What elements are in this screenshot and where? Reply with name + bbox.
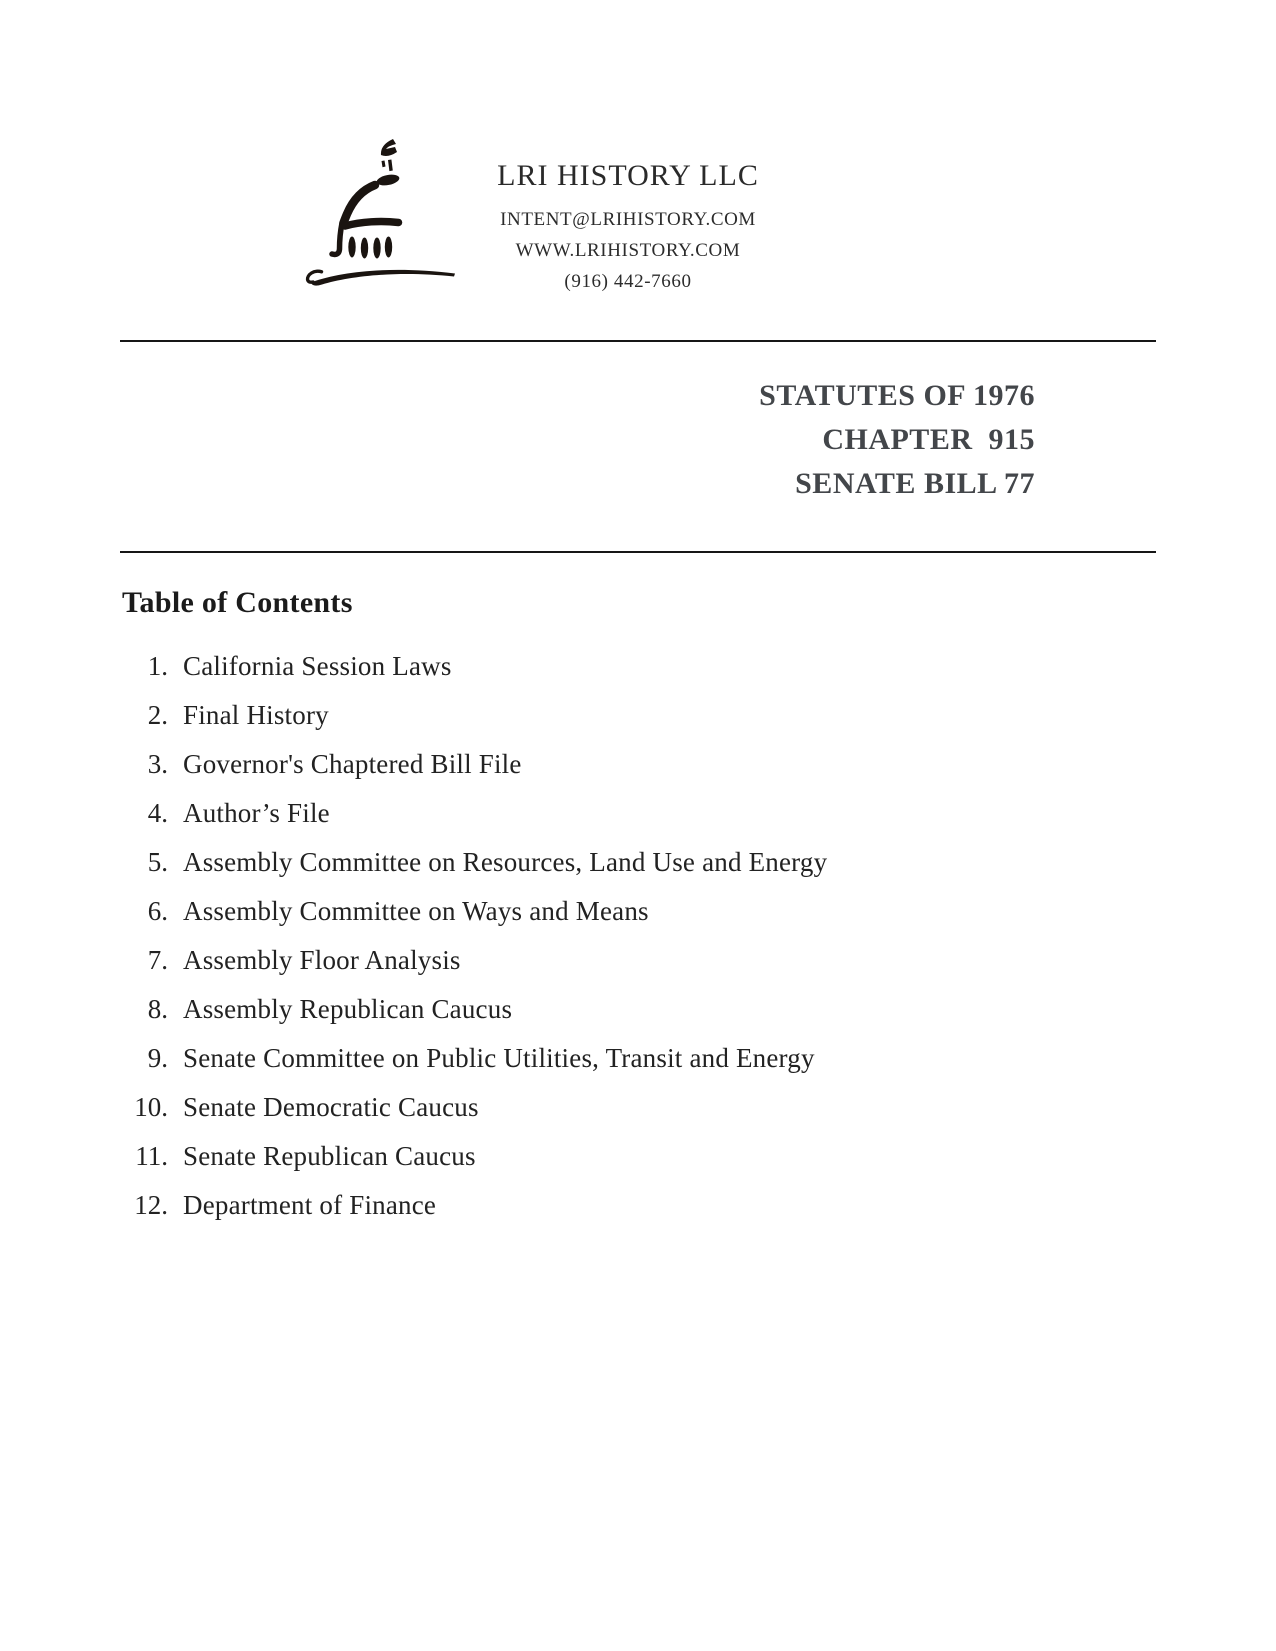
toc-item-label: Final History [183, 700, 329, 730]
toc-item-number: 11. [135, 1141, 168, 1171]
statute-reference [759, 374, 1035, 506]
toc-item [120, 691, 1120, 740]
toc-item-number: 3. [147, 749, 168, 779]
website-address: WWW.LRIHISTORY.COM [515, 240, 741, 261]
toc-item-number: 12. [134, 1190, 168, 1220]
phone-number: (916) 442-7660 [564, 271, 692, 292]
toc-item-number: 7. [147, 945, 168, 975]
email-address: INTENT@LRIHISTORY.COM [500, 209, 756, 230]
toc-item [120, 789, 1120, 838]
toc-item-number: 4. [147, 798, 168, 828]
toc-item [120, 838, 1120, 887]
toc-item-label: Department of Finance [183, 1190, 437, 1220]
toc-list [120, 642, 1120, 1230]
toc-item-number: 9. [147, 1043, 168, 1073]
toc-item-label: Assembly Republican Caucus [183, 994, 513, 1024]
toc-item-label: Senate Democratic Caucus [183, 1092, 479, 1122]
toc-item [120, 740, 1120, 789]
toc-heading: Table of Contents [122, 586, 353, 619]
toc-item-label: Assembly Floor Analysis [183, 945, 461, 975]
toc-item-number: 6. [147, 896, 168, 926]
toc-item-label: Assembly Committee on Ways and Means [183, 896, 649, 926]
toc-item-number: 1. [147, 651, 168, 681]
divider-top [120, 340, 1156, 342]
toc-item [120, 936, 1120, 985]
senate-bill-line: SENATE BILL 77 [795, 467, 1035, 500]
toc-item-number: 2. [147, 700, 168, 730]
toc-item [120, 642, 1120, 691]
toc-item [120, 985, 1120, 1034]
toc-item-label: Senate Committee on Public Utilities, Transit and Energy [183, 1043, 815, 1073]
toc-item [120, 1132, 1120, 1181]
chapter-line: CHAPTER 915 [822, 423, 1035, 456]
divider-bottom [120, 551, 1156, 553]
toc-item-label: California Session Laws [183, 651, 452, 681]
toc-item-number: 5. [147, 847, 168, 877]
company-name: LRI HISTORY LLC [497, 159, 759, 192]
letterhead [428, 158, 828, 297]
toc-item [120, 1083, 1120, 1132]
toc-item [120, 1034, 1120, 1083]
toc-item [120, 887, 1120, 936]
toc-item-label: Governor's Chaptered Bill File [183, 749, 522, 779]
toc-item-label: Author’s File [183, 798, 330, 828]
toc-item-label: Assembly Committee on Resources, Land Use and Energy [183, 847, 828, 877]
toc-item [120, 1181, 1120, 1230]
toc-item-label: Senate Republican Caucus [183, 1141, 476, 1171]
toc-item-number: 10. [134, 1092, 168, 1122]
statutes-year-line: STATUTES OF 1976 [759, 379, 1035, 412]
toc-item-number: 8. [147, 994, 168, 1024]
